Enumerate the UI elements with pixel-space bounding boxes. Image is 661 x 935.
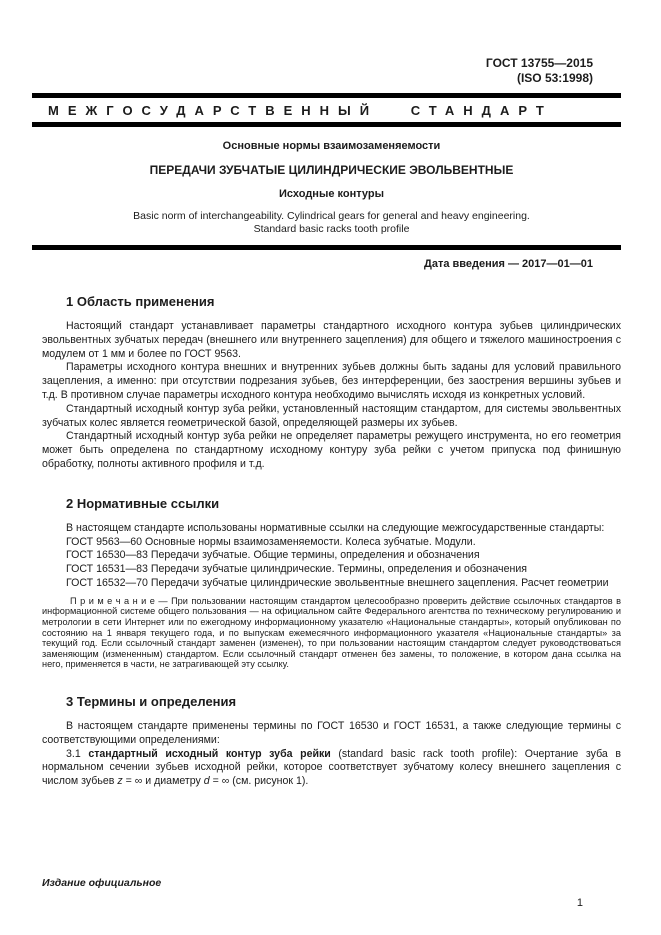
standard-type-band (42, 93, 621, 127)
standard-type-title: МЕЖГОСУДАРСТВЕННЫЙ СТАНДАРТ (48, 103, 553, 118)
doc-iso-reference: (ISO 53:1998) (516, 71, 593, 85)
term-name: стандартный исходный контур зуба рейки (88, 747, 331, 760)
section-scope (42, 294, 621, 472)
standard-main-title: ПЕРЕДАЧИ ЗУБЧАТЫЕ ЦИЛИНДРИЧЕСКИЕ ЭВОЛЬВЕНТНЫЕ (149, 163, 514, 177)
edition-note: Издание официальное (42, 877, 162, 889)
doc-header (42, 0, 621, 86)
paragraph: Стандартный исходный контур зуба рейки не определяет параметры режущего инструмента, но его геометрия может быть определена по стандартному исходному контуру зуба рейки с учетом припуска под финишную обработку, полноты активного профиля и т.д. (42, 430, 621, 470)
paragraph: Параметры исходного контура внешних и внутренних зубьев должны быть заданы для условий правильного зацепления, а именно: при отсутствии подрезания зубьев, без интерференции, без заострения вершины зубьев и т.д. В противном случае параметры исходного контура необходимо вычислять исходя из конкретных условий. (42, 361, 621, 401)
doc-number: ГОСТ 13755—2015 (485, 56, 593, 70)
term-text: = ∞ (см. рисунок 1). (209, 775, 309, 788)
term-variable-d: d (203, 775, 210, 788)
standard-group-title: Основные нормы взаимозаменяемости (222, 140, 441, 152)
title-separator-rule (32, 245, 621, 250)
standard-english-title (42, 210, 621, 236)
standard-reference: ГОСТ 16530—83 Передачи зубчатые. Общие термины, определения и обозначения (66, 549, 480, 562)
title-block (42, 140, 621, 236)
section-2-heading: 2 Нормативные ссылки (66, 495, 220, 511)
english-title-line-2: Standard basic racks tooth profile (253, 223, 410, 235)
section-3-heading: 3 Термины и определения (66, 693, 237, 709)
section-terms-definitions (42, 694, 621, 789)
introduction-date: Дата введения — 2017—01—01 (424, 258, 593, 270)
term-text: (standard basic rack tooth profile): Очертание зуба в нормальном сечении зубьев исходной рейки, которое соответствует зубчатому колесу внешнего зацепления с числом зубьев (42, 747, 622, 788)
term-definition (42, 748, 621, 789)
band-rule-bottom (32, 122, 621, 127)
paragraph: Настоящий стандарт устанавливает параметры стандартного исходного контура зубьев цилиндрических эвольвентных зубчатых передач (внешнего или внутреннего зацепления) для общего и тяжелого машиностроения с модулем от 1 мм и более по ГОСТ 9563. (42, 320, 621, 360)
paragraph: В настоящем стандарте использованы нормативные ссылки на следующие межгосударственные стандарты: (66, 521, 605, 534)
page-number: 1 (576, 897, 583, 909)
term-number: 3.1 (66, 747, 89, 760)
standard-reference: ГОСТ 16532—70 Передачи зубчатые цилиндрические эвольвентные внешнего зацепления. Расчет геометрии (66, 576, 609, 589)
paragraph: В настоящем стандарте применены термины по ГОСТ 16530 и ГОСТ 16531, а также следующие термины с соответствующими определениями: (42, 719, 621, 746)
standard-reference: ГОСТ 16531—83 Передачи зубчатые цилиндрические. Термины, определения и обозначения (66, 563, 527, 576)
english-title-line-1: Basic norm of interchangeability. Cylindrical gears for general and heavy engineering. (133, 210, 530, 222)
standard-reference: ГОСТ 9563—60 Основные нормы взаимозаменяемости. Колеса зубчатые. Модули. (66, 535, 476, 548)
section-normative-references (42, 496, 621, 670)
section-1-heading: 1 Область применения (66, 294, 215, 309)
paragraph: Стандартный исходный контур зуба рейки, установленный настоящим стандартом, для системы эвольвентных зубчатых колес является геометрической базой, определяющей размеры их зубьев. (42, 402, 621, 429)
term-variable-z: z (117, 775, 123, 788)
term-text: = ∞ и диаметру (122, 775, 204, 788)
standard-subtitle: Исходные контуры (279, 188, 384, 200)
references-note: П р и м е ч а н и е — При пользовании настоящим стандартом целесообразно проверить действие ссылочных стандартов в информационной системе общего пользования — на официальном сайте Федерального агентства по техническому регулированию и метрологии в сети Интернет или по ежегодному информационному указателю «Национальные стандарты», который опубликован по состоянию на 1 января текущего года, и по выпускам ежемесячного информационного указателя «Национальные стандарты» за текущий год. Если ссылочный стандарт заменен (изменен), то при пользовании настоящим стандартом следует руководствоваться заменяющим (измененным) стандартом. Если ссылочный стандарт отменен без замены, то положение, в котором дана ссылка на него, применяется в части, не затрагивающей эту ссылку. (42, 595, 621, 670)
